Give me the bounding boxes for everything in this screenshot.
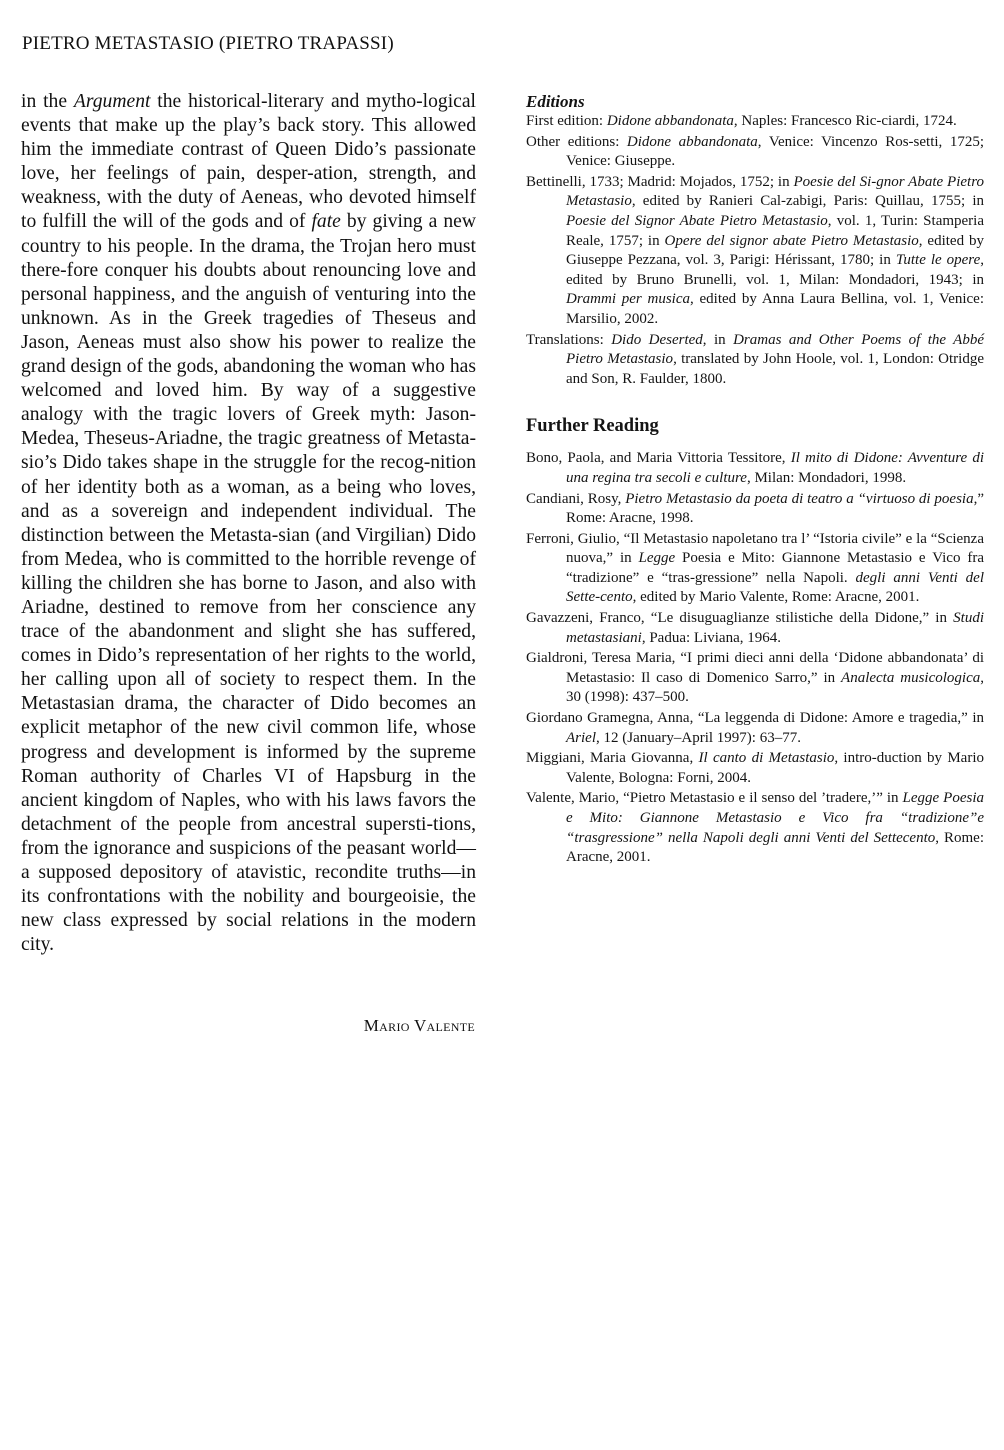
further-reading-list	[526, 449, 984, 867]
editions-list	[526, 112, 984, 389]
reference-entry: Candiani, Rosy, Pietro Metastasio da poeta di teatro a “virtuoso di poesia,” Rome: Aracne, 1998.	[526, 490, 985, 527]
bibliography-column	[526, 92, 984, 868]
author-signature: Mario Valente	[363, 1016, 475, 1035]
further-reading-heading: Further Reading	[526, 416, 659, 437]
reference-entry: Giordano Gramegna, Anna, “La leggenda di Didone: Amore e tragedia,” in Ariel, 12 (January–April 1997): 63–77.	[526, 710, 984, 746]
edition-entry: First edition: Didone abbandonata, Naples: Francesco Ric-ciardi, 1724.	[526, 113, 957, 129]
running-head: PIETRO METASTASIO (PIETRO TRAPASSI)	[22, 33, 394, 54]
reference-entry: Ferroni, Giulio, “Il Metastasio napoletano tra l’ “Istoria civile” e la “Scienza nuova,” in Legge Poesia e Mito: Giannone Metastasio e Vico fra “tradizione” e “tras-gressione” nella Napoli. degli anni Venti del Sette-cento, edited by Mario Valente, Rome: Aracne, 2001.	[526, 530, 984, 606]
edition-entry: Bettinelli, 1733; Madrid: Mojados, 1752; in Poesie del Si-gnor Abate Pietro Metastasio, edited by Ranieri Cal-zabigi, Paris: Quillau, 1755; in Poesie del Signor Abate Pietro Metastasio, vol. 1, Turin: Stamperia Reale, 1757; in Opere del signor abate Pietro Metastasio, edited by Giuseppe Pezzana, vol. 3, Parigi: Hérissant, 1780; in Tutte le opere, edited by Bruno Brunelli, vol. 1, Milan: Mondadori, 1943; in Drammi per musica, edited by Anna Laura Bellina, vol. 1, Venice: Marsilio, 2002.	[526, 173, 985, 327]
reference-entry: Bono, Paola, and Maria Vittoria Tessitore, Il mito di Didone: Avventure di una regina tra secoli e culture, Milan: Mondadori, 1998.	[526, 450, 984, 486]
edition-entry: Translations: Dido Deserted, in Dramas and Other Poems of the Abbé Pietro Metastasio, translated by John Hoole, vol. 1, London: Otridge and Son, R. Faulder, 1800.	[526, 331, 984, 387]
body-column	[21, 90, 476, 957]
edition-entry: Other editions: Didone abbandonata, Venice: Vincenzo Ros-setti, 1725; Venice: Giuseppe.	[526, 133, 984, 170]
reference-entry: Miggiani, Maria Giovanna, Il canto di Metastasio, intro-duction by Mario Valente, Bologna: Forni, 2004.	[526, 750, 984, 786]
reference-entry: Gavazzeni, Franco, “Le disuguaglianze stilistiche della Didone,” in Studi metastasiani, Padua: Liviana, 1964.	[526, 610, 984, 646]
editions-heading: Editions	[526, 92, 585, 111]
reference-entry: Gialdroni, Teresa Maria, “I primi dieci anni della ‘Didone abbandonata’ di Metastasio: Il caso di Domenico Sarro,” in Analecta musicologica, 30 (1998): 437–500.	[526, 650, 984, 706]
body-paragraph: in the Argument the historical-literary and mytho-logical events that make up the play’s back story. This allowed him the immediate contrast of Queen Dido’s passionate love, her feelings of pain, desper-ation, strength, and weakness, with the duty of Aeneas, who devoted himself to fulfill the will of the gods and of fate by giving a new country to his people. In the drama, the Trojan hero must there-fore conquer his doubts about renouncing love and personal happiness, and the anguish of venturing into the unknown. As in the Greek tragedies of Theseus and Jason, Aeneas must also show his power to realize the grand design of the gods, abandoning the woman who has welcomed and loved him. By way of a suggestive analogy with the tragic lovers of Greek myth: Jason-Medea, Theseus-Ariadne, the tragic greatness of Metasta-sio’s Dido takes shape in the struggle for the recog-nition of her identity both as a woman, as a being who loves, and as a sovereign and independent individual. The distinction between the Metasta-sian (and Virgilian) Dido from Medea, who is committed to the horrible revenge of killing the children she has borne to Jason, and also with Ariadne, destined to remove from her conscience any trace of the abandonment and slight she has suffered, comes in Dido’s representation of her rights to the world, her calling upon all of society to respect them. In the Metastasian drama, the character of Dido becomes an explicit metaphor of the new civil common life, whose progress and development is informed by the supreme Roman authority of Charles VI of Hapsburg in the ancient kingdom of Naples, who with his laws favors the detachment of the people from ancestral supersti-tions, from the ignorance and suspicions of the peasant world—a supposed depository of atavistic, recondite truths—in its confrontations with the nobility and bourgeoisie, the new class expressed by social relations in the modern city.	[21, 91, 477, 956]
reference-entry: Valente, Mario, “Pietro Metastasio e il senso del ’tradere,’” in Legge Poesia e Mito: Giannone Metastasio e Vico fra “tradizione”e “trasgressione” nella Napoli degli anni Venti del Settecento, Rome: Aracne, 2001.	[526, 790, 984, 866]
